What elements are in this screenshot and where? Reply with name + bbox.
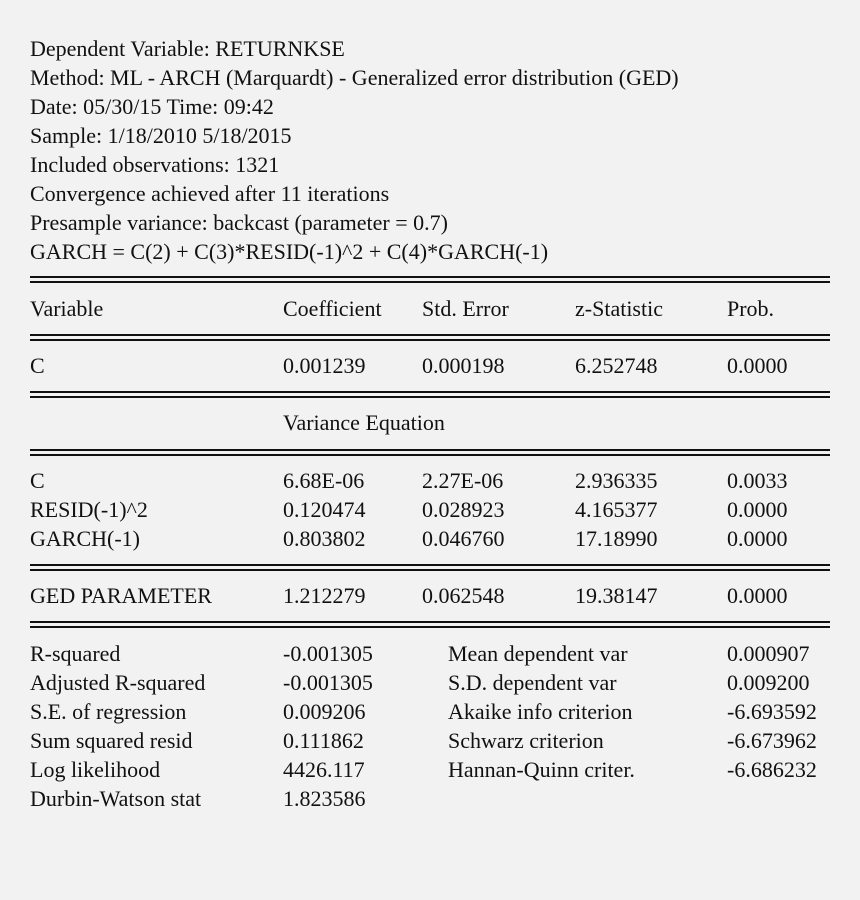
row-z-statistic: 17.18990 xyxy=(575,526,658,551)
header-line-sample: Sample: 1/18/2010 5/18/2015 xyxy=(30,123,292,148)
row-prob: 0.0000 xyxy=(727,497,788,522)
row-prob: 0.0033 xyxy=(727,468,788,493)
header-line-dependent-variable: Dependent Variable: RETURNKSE xyxy=(30,36,345,61)
stat-label: Schwarz criterion xyxy=(448,728,604,753)
row-coefficient: 0.001239 xyxy=(283,353,366,378)
column-header-variable: Variable xyxy=(30,296,104,321)
row-z-statistic: 6.252748 xyxy=(575,353,658,378)
row-std-error: 0.028923 xyxy=(422,497,505,522)
table-rule xyxy=(30,396,830,398)
stat-value: -6.686232 xyxy=(727,757,817,782)
header-line-convergence: Convergence achieved after 11 iterations xyxy=(30,181,390,206)
header-line-date-time: Date: 05/30/15 Time: 09:42 xyxy=(30,94,274,119)
stat-value: -6.693592 xyxy=(727,699,817,724)
stat-label: S.D. dependent var xyxy=(448,670,617,695)
row-std-error: 0.000198 xyxy=(422,353,505,378)
stat-value: 1.823586 xyxy=(283,786,366,811)
row-z-statistic: 4.165377 xyxy=(575,497,658,522)
stat-value: 0.009200 xyxy=(727,670,810,695)
stat-value: -0.001305 xyxy=(283,641,373,666)
stat-label: Adjusted R-squared xyxy=(30,670,206,695)
row-coefficient: 0.120474 xyxy=(283,497,366,522)
row-variable: C xyxy=(30,353,45,378)
header-line-garch-equation: GARCH = C(2) + C(3)*RESID(-1)^2 + C(4)*GARCH(-1) xyxy=(30,239,549,264)
table-rule xyxy=(30,276,830,278)
stat-value: 0.000907 xyxy=(727,641,810,666)
header-line-observations: Included observations: 1321 xyxy=(30,152,280,177)
header-line-presample-variance: Presample variance: backcast (parameter = 0.7) xyxy=(30,210,448,235)
stat-label: Mean dependent var xyxy=(448,641,628,666)
row-variable: RESID(-1)^2 xyxy=(30,497,148,522)
table-rule xyxy=(30,391,830,393)
stat-label: Akaike info criterion xyxy=(448,699,633,724)
row-coefficient: 0.803802 xyxy=(283,526,366,551)
column-header-std-error: Std. Error xyxy=(422,296,509,321)
row-std-error: 0.062548 xyxy=(422,583,505,608)
row-coefficient: 6.68E-06 xyxy=(283,468,365,493)
table-rule xyxy=(30,626,830,628)
stat-label: Sum squared resid xyxy=(30,728,193,753)
header-line-method: Method: ML - ARCH (Marquardt) - Generalized error distribution (GED) xyxy=(30,65,679,90)
table-rule xyxy=(30,621,830,623)
stat-value: 0.009206 xyxy=(283,699,366,724)
row-prob: 0.0000 xyxy=(727,583,788,608)
stat-label: Log likelihood xyxy=(30,757,161,782)
row-variable: GARCH(-1) xyxy=(30,526,140,551)
table-rule xyxy=(30,449,830,451)
section-title-variance-equation: Variance Equation xyxy=(283,410,445,435)
row-prob: 0.0000 xyxy=(727,526,788,551)
row-variable: GED PARAMETER xyxy=(30,583,212,608)
table-rule xyxy=(30,281,830,283)
stat-value: 0.111862 xyxy=(283,728,364,753)
row-variable: C xyxy=(30,468,45,493)
stat-label: Hannan-Quinn criter. xyxy=(448,757,635,782)
row-std-error: 2.27E-06 xyxy=(422,468,504,493)
column-header-z-statistic: z-Statistic xyxy=(575,296,663,321)
table-rule xyxy=(30,334,830,336)
stat-label: S.E. of regression xyxy=(30,699,187,724)
stat-label: Durbin-Watson stat xyxy=(30,786,202,811)
stat-value: -6.673962 xyxy=(727,728,817,753)
stat-value: -0.001305 xyxy=(283,670,373,695)
row-z-statistic: 2.936335 xyxy=(575,468,658,493)
row-prob: 0.0000 xyxy=(727,353,788,378)
column-header-coefficient: Coefficient xyxy=(283,296,382,321)
row-z-statistic: 19.38147 xyxy=(575,583,658,608)
table-rule xyxy=(30,569,830,571)
table-rule xyxy=(30,454,830,456)
row-coefficient: 1.212279 xyxy=(283,583,366,608)
column-header-prob: Prob. xyxy=(727,296,775,321)
table-rule xyxy=(30,564,830,566)
stat-label: R-squared xyxy=(30,641,121,666)
stat-value: 4426.117 xyxy=(283,757,365,782)
table-rule xyxy=(30,339,830,341)
row-std-error: 0.046760 xyxy=(422,526,505,551)
